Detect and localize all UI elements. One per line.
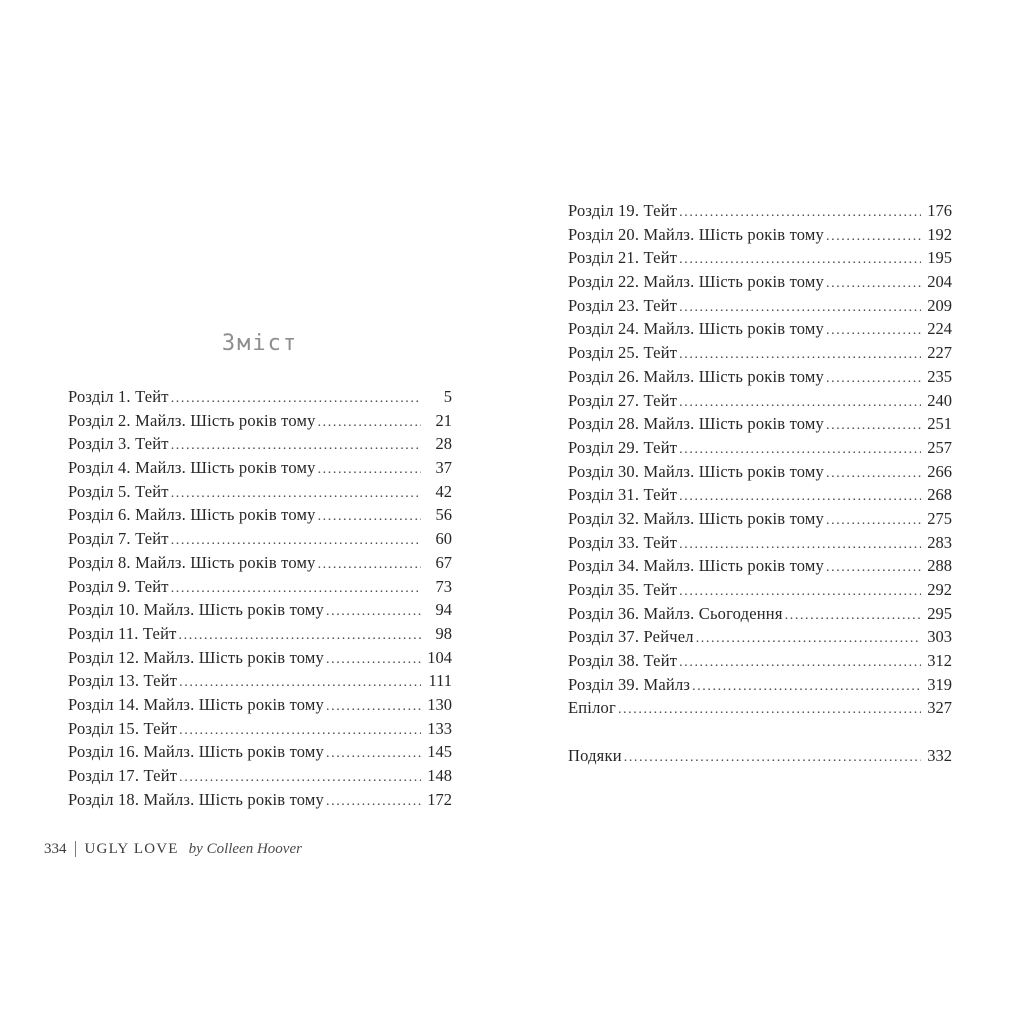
toc-entry-label: Розділ 36. Майлз. Сьогодення: [568, 603, 783, 623]
toc-entry-label: Розділ 16. Майлз. Шість років тому: [68, 742, 324, 762]
toc-entry-page: 28: [435, 434, 452, 454]
toc-entry-label: Розділ 32. Майлз. Шість років тому: [568, 508, 824, 528]
toc-entry-page: 5: [443, 387, 452, 406]
toc-entry-page: 172: [427, 789, 452, 809]
toc-entry-page: 192: [927, 224, 952, 244]
toc-entry-label: Розділ 39. Майлз: [568, 674, 691, 694]
toc-entry-label: Розділ 13. Тейт: [68, 671, 178, 691]
toc-entry: [568, 341, 952, 365]
toc-entry-label: Розділ 31. Тейт: [568, 485, 678, 505]
toc-entry-page: 37: [435, 458, 452, 478]
toc-entry-label: Розділ 1. Тейт: [68, 387, 169, 406]
dot-leader: [826, 365, 921, 391]
toc-entry: [68, 385, 452, 409]
toc-entry: [568, 389, 952, 413]
toc-entry-label: Розділ 6. Майлз. Шість років тому: [68, 505, 316, 525]
toc-entry: [568, 199, 952, 223]
dot-leader: [826, 223, 921, 249]
dot-leader: [826, 554, 921, 580]
toc-entry-page: 148: [427, 766, 452, 785]
dot-leader: [696, 625, 921, 651]
toc-entry-page: 21: [435, 410, 452, 430]
toc-entry: [568, 483, 952, 507]
toc-entry: [68, 503, 452, 527]
toc-entry: [568, 554, 952, 578]
toc-entry: [568, 365, 952, 389]
toc-entry-page: 292: [927, 580, 952, 599]
toc-entry: [568, 578, 952, 602]
toc-entry: [68, 480, 452, 504]
dot-leader: [326, 693, 421, 719]
toc-entry-label: Розділ 15. Тейт: [68, 718, 178, 738]
dot-leader: [679, 483, 921, 509]
toc-entry-label: Епілог: [568, 698, 616, 718]
toc-entry: [568, 294, 952, 318]
toc-entry-label: Розділ 26. Майлз. Шість років тому: [568, 366, 824, 386]
toc-entry-page: 104: [427, 647, 452, 667]
toc-heading: Зміст: [221, 331, 299, 356]
toc-entry-label: Розділ 20. Майлз. Шість років тому: [568, 224, 824, 244]
toc-entry: [68, 409, 452, 433]
toc-entry: [568, 507, 952, 531]
toc-entry-label: Розділ 12. Майлз. Шість років тому: [68, 647, 324, 667]
dot-leader: [679, 199, 921, 225]
toc-entry-label: Розділ 35. Тейт: [568, 580, 678, 599]
dot-leader: [692, 673, 921, 699]
toc-entry-label: Розділ 9. Тейт: [68, 576, 169, 596]
toc-entry: [68, 598, 452, 622]
dot-leader: [179, 764, 421, 790]
dot-leader: [318, 503, 421, 529]
toc-entry-page: 56: [435, 505, 452, 525]
toc-entry-label: Розділ 17. Тейт: [68, 766, 178, 785]
toc-column-right: [568, 199, 952, 720]
toc-entry: [568, 602, 952, 626]
toc-entry-label: Розділ 18. Майлз. Шість років тому: [68, 789, 324, 809]
toc-entry-page: 195: [927, 248, 952, 268]
toc-entry-label: Розділ 30. Майлз. Шість років тому: [568, 461, 824, 481]
dot-leader: [326, 598, 421, 624]
toc-entry: [68, 432, 452, 456]
footer-byline: by Colleen Hoover: [188, 841, 302, 857]
toc-entry: [568, 246, 952, 270]
toc-entry: [68, 575, 452, 599]
toc-acknowledgements-section: [568, 744, 952, 768]
toc-entry: [568, 649, 952, 673]
toc-entry-label: Розділ 7. Тейт: [68, 529, 169, 549]
toc-entry-page: 224: [927, 319, 952, 339]
toc-entry-page: 94: [435, 600, 452, 620]
toc-entry-label: Розділ 11. Тейт: [68, 623, 177, 643]
toc-entry: [568, 223, 952, 247]
toc-entry: [68, 527, 452, 551]
toc-entry: [68, 764, 452, 788]
toc-entry-page: 73: [435, 576, 452, 596]
toc-entry: [68, 551, 452, 575]
toc-entry-page: 275: [927, 508, 952, 528]
dot-leader: [326, 646, 421, 672]
dot-leader: [826, 507, 921, 533]
toc-entry: [568, 625, 952, 649]
dot-leader: [326, 788, 421, 814]
dot-leader: [171, 385, 421, 411]
dot-leader: [171, 432, 421, 458]
toc-entry-label: Розділ 33. Тейт: [568, 532, 678, 552]
toc-entry: [568, 317, 952, 341]
toc-entry-page: 312: [927, 651, 952, 671]
toc-entry: [568, 531, 952, 555]
dot-leader: [171, 527, 421, 553]
toc-entry-page: 145: [427, 742, 452, 762]
toc-entry-page: 327: [927, 698, 952, 718]
dot-leader: [179, 717, 421, 743]
toc-entry-page: 227: [927, 343, 952, 363]
toc-entry-page: 130: [427, 694, 452, 714]
page-footer: [44, 838, 302, 860]
dot-leader: [318, 551, 421, 577]
toc-entry-page: 209: [927, 295, 952, 315]
dot-leader: [826, 317, 921, 343]
dot-leader: [679, 578, 921, 604]
dot-leader: [679, 389, 921, 415]
footer-book-title: UGLY LOVE: [84, 841, 179, 857]
dot-leader: [785, 602, 921, 628]
toc-entry-label: Розділ 21. Тейт: [568, 248, 678, 268]
toc-entry: [68, 740, 452, 764]
dot-leader: [318, 456, 421, 482]
toc-entry-page: 240: [927, 390, 952, 410]
toc-column-left: [68, 385, 452, 811]
dot-leader: [679, 341, 921, 367]
dot-leader: [618, 696, 921, 722]
toc-entry: [68, 646, 452, 670]
toc-entry-label: Розділ 10. Майлз. Шість років тому: [68, 600, 324, 620]
toc-entry-page: 204: [927, 272, 952, 292]
toc-entry-label: Розділ 27. Тейт: [568, 390, 678, 410]
toc-entry-label: Розділ 38. Тейт: [568, 651, 678, 671]
footer-divider: [75, 841, 76, 857]
dot-leader: [179, 669, 421, 695]
toc-entry-page: 235: [927, 366, 952, 386]
toc-entry-page: 283: [927, 532, 952, 552]
toc-entry: [68, 693, 452, 717]
dot-leader: [326, 740, 421, 766]
toc-entry-label: Розділ 14. Майлз. Шість років тому: [68, 694, 324, 714]
dot-leader: [679, 436, 921, 462]
dot-leader: [679, 649, 921, 675]
toc-entry-label: Розділ 23. Тейт: [568, 295, 678, 315]
toc-entry-label: Розділ 5. Тейт: [68, 481, 169, 501]
toc-entry-page: 268: [927, 485, 952, 505]
toc-entry: [68, 622, 452, 646]
toc-entry: [568, 460, 952, 484]
toc-entry-page: 319: [927, 674, 952, 694]
toc-entry-page: 303: [927, 627, 952, 647]
toc-entry-label: Розділ 24. Майлз. Шість років тому: [568, 319, 824, 339]
toc-entry-page: 60: [435, 529, 452, 549]
toc-entry-label: Розділ 37. Рейчел: [568, 627, 694, 647]
dot-leader: [318, 409, 421, 435]
toc-entry-page: 295: [927, 603, 952, 623]
toc-entry: [568, 696, 952, 720]
dot-leader: [679, 531, 921, 557]
toc-entry-page: 67: [435, 552, 452, 572]
footer-page-number: 334: [44, 841, 67, 857]
toc-entry-page: 42: [435, 481, 452, 501]
dot-leader: [179, 622, 421, 648]
toc-entry: [568, 436, 952, 460]
toc-entry-label: Розділ 22. Майлз. Шість років тому: [568, 272, 824, 292]
toc-entry: [568, 744, 952, 768]
toc-entry-page: 98: [435, 623, 452, 643]
toc-entry-label: Розділ 2. Майлз. Шість років тому: [68, 410, 316, 430]
toc-entry-page: 251: [927, 414, 952, 434]
dot-leader: [171, 480, 421, 506]
toc-entry-label: Розділ 29. Тейт: [568, 437, 678, 457]
toc-entry-label: Розділ 34. Майлз. Шість років тому: [568, 556, 824, 576]
toc-entry-label: Розділ 19. Тейт: [568, 201, 678, 220]
toc-entry-page: 288: [927, 556, 952, 576]
dot-leader: [826, 460, 921, 486]
toc-entry-page: 266: [927, 461, 952, 481]
dot-leader: [171, 575, 421, 601]
toc-entry: [568, 412, 952, 436]
dot-leader: [826, 412, 921, 438]
dot-leader: [679, 246, 921, 272]
toc-entry: [68, 717, 452, 741]
toc-entry-label: Розділ 4. Майлз. Шість років тому: [68, 458, 316, 478]
toc-entry-label: Розділ 3. Тейт: [68, 434, 169, 454]
toc-entry-label: Розділ 8. Майлз. Шість років тому: [68, 552, 316, 572]
toc-entry: [568, 270, 952, 294]
toc-entry: [68, 456, 452, 480]
toc-entry: [68, 669, 452, 693]
toc-entry: [568, 673, 952, 697]
toc-entry-label: Подяки: [568, 746, 622, 765]
toc-entry-page: 111: [428, 671, 452, 691]
toc-entry: [68, 788, 452, 812]
toc-entry-page: 176: [927, 201, 952, 220]
dot-leader: [679, 294, 921, 320]
toc-entry-page: 257: [927, 437, 952, 457]
toc-entry-label: Розділ 25. Тейт: [568, 343, 678, 363]
dot-leader: [826, 270, 921, 296]
toc-entry-label: Розділ 28. Майлз. Шість років тому: [568, 414, 824, 434]
dot-leader: [624, 744, 921, 770]
toc-entry-page: 332: [927, 746, 952, 765]
toc-entry-page: 133: [427, 718, 452, 738]
